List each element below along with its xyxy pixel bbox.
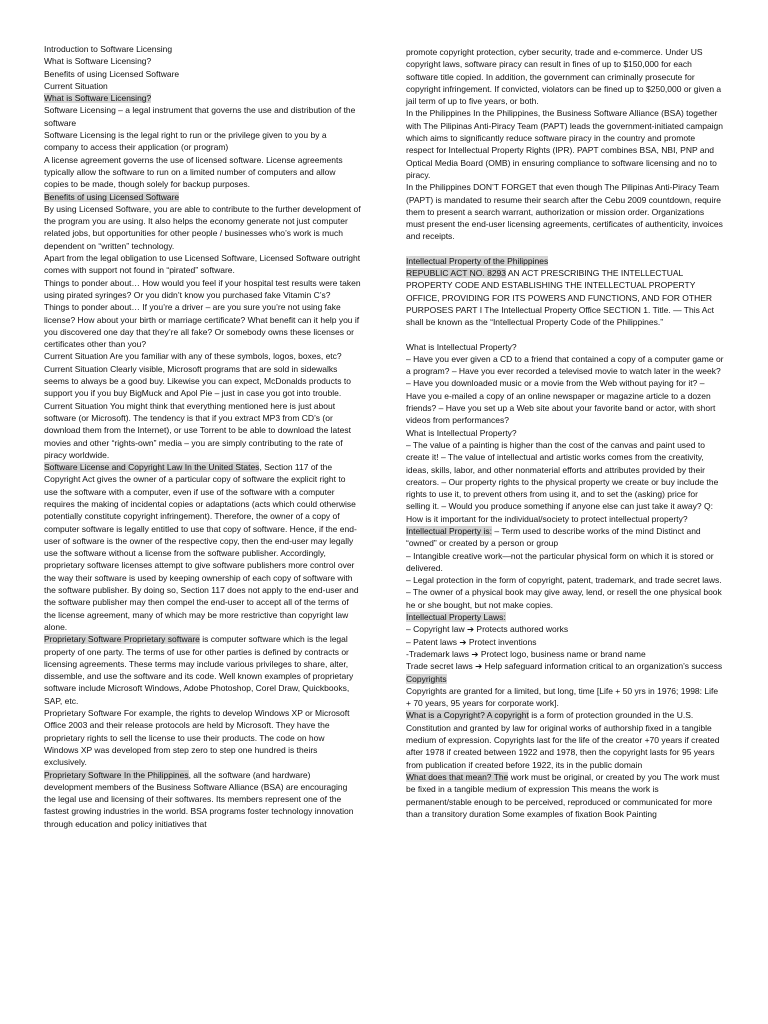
body-text: Current Situation Clearly visible, Microsoft programs that are sold in sidewalks seems to always be a good buy. Likewise you can expect, McDonalds products to support you if you buy BigMuck and Apol Pie – just in case you got into trouble. <box>44 363 351 399</box>
body-text: A license agreement governs the use of licensed software. License agreements typically allow the software to run on a limited number of computers and allow copies to be made, though solely for backup purposes. <box>44 154 343 190</box>
highlighted-heading: Intellectual Property of the Philippines <box>406 255 549 266</box>
body-text: – Patent laws ➔ Protect inventions <box>406 636 537 647</box>
body-text: , all the software (and hardware) development members of the Business Software Alliance (BSA) are encouraging the legal use and licensing of their softwares. Its members represent one of the fastest growing industries in the world. BSA programs foster technology innovation through education and policy initiatives that <box>44 769 354 829</box>
paragraph <box>406 648 724 660</box>
body-text: – Have you ever given a CD to a friend that contained a copy of a computer game or a program? – Have you ever recorded a televised movie to watch later in the week? – Have you downloaded music or a movie from the Web without paying for it? – Have you e-mailed a copy of an online newspaper or magazine article to a dozen friends? – Have you set up a Web site about your favorite band or actor, with short videos from performances? <box>406 353 724 426</box>
body-text: Current Situation You might think that everything mentioned here is just about software (or Microsoft). The tendency is that if you extract MP3 from CD’s (or download them from the Internet), or use Torrent to be able to download the latest movies and other “rights-own” media – you are simply contributing to the rate of piracy worldwide. <box>44 400 351 460</box>
body-text: Introduction to Software Licensing <box>44 44 173 54</box>
body-text: Software Licensing is the legal right to run or the privilege given to you by a company to access their application (or program) <box>44 130 327 153</box>
paragraph <box>44 80 361 92</box>
body-text: By using Licensed Software, you are able to contribute to the further development of the program you are using. It also helps the economy generate not just computer related jobs, but opportunities for other people / businesses who’s work is much dependent on “written” technology. <box>44 203 361 251</box>
paragraph <box>44 769 361 830</box>
body-text: – Intangible creative work—not the particular physical form on which it is stored or delivered. <box>406 550 714 573</box>
body-text: – Legal protection in the form of copyright, patent, trademark, and trade secret laws. <box>406 575 722 586</box>
paragraph <box>406 427 724 439</box>
paragraph <box>406 46 724 107</box>
paragraph-gap <box>406 243 724 255</box>
paragraph <box>44 633 361 707</box>
paragraph <box>44 277 361 302</box>
highlighted-heading: Proprietary Software In the Philippines <box>44 769 189 780</box>
paragraph <box>406 660 724 672</box>
body-text: AN ACT PRESCRIBING THE INTELLECTUAL PROPERTY CODE AND ESTABLISHING THE INTELLECTUAL PROPERTY OFFICE, PROVIDING FOR ITS POWERS AND FUNCTIONS, AND FOR OTHER PURPOSES PART I The Intellectual Property Office SECTION 1. Title. — This Act shall be known as the “Intellectual Property Code of the Philippines.” <box>406 268 715 328</box>
paragraph <box>406 353 724 427</box>
paragraph <box>44 154 361 191</box>
paragraph <box>44 68 361 80</box>
highlighted-heading: REPUBLIC ACT NO. 8293 <box>406 268 506 279</box>
body-text: Apart from the legal obligation to use Licensed Software, Licensed Software outright comes with support not found in “pirated” software. <box>44 253 361 276</box>
paragraph <box>44 191 361 203</box>
body-text: In the Philippines In the Philippines, the Business Software Alliance (BSA) together with The Pilipinas Anti-Piracy Team (PAPT) leads the government-initiated campaign which aims to significantly reduce software piracy in the country and promote respect for Intellectual Property Rights (IPR). PAPT combines BSA, NBI, PNP and Optical Media Board (OMB) in ensuring compliance to software licensing and no to piracy. <box>406 108 724 180</box>
highlighted-heading: What does that mean? The <box>406 771 509 782</box>
body-text: Proprietary Software For example, the rights to develop Windows XP or Microsoft Office 2003 and their release protocols are held by Microsoft. They have the proprietary rights to sell the license to use their products. The code on how Windows XP was developed from step zero to step one hundred is theirs exclusively. <box>44 708 350 768</box>
paragraph <box>406 636 724 648</box>
paragraph <box>406 673 724 685</box>
highlighted-heading: What is a Copyright? A copyright <box>406 710 529 721</box>
paragraph <box>44 92 361 104</box>
paragraph <box>44 363 361 400</box>
paragraph <box>406 181 724 242</box>
body-text: promote copyright protection, cyber security, trade and e-commerce. Under US copyright laws, software piracy can result in fines of up to $150,000 for each software title copied. In addition, the government can criminally prosecute for copyright infringement. If convicted, violators can be fined up to $250,000 or given a jail term of up to five years, or both. <box>406 47 722 107</box>
paragraph <box>406 107 724 181</box>
body-text: , Section 117 of the Copyright Act gives the owner of a particular copy of software the explicit right to use the software with a computer, even if use of the software with a computer requires the making of incidental copies or adaptations (acts which could otherwise potentially constitute copyright infringement). Therefore, the owner of a copy of computer software is legally entitled to use that copy of software. Hence, if the end-user of software is the owner of the respective copy, then the end-user may legally use the software without a license from the software publisher. Accordingly, proprietary software licenses attempt to give software publishers more control over the way their software is used by keeping ownership of each copy of software with the software publisher. By doing so, Section 117 does not apply to the end-user and the software publisher may then compel the end-user to accept all of the terms of the license agreement, many of which may be more restrictive than copyright law alone. <box>44 462 359 632</box>
body-text: Current Situation <box>44 80 108 91</box>
paragraph <box>44 55 361 67</box>
paragraph <box>406 586 724 611</box>
paragraph <box>44 43 361 55</box>
paragraph <box>406 550 724 575</box>
highlighted-heading: Intellectual Property Laws: <box>406 612 506 623</box>
paragraph <box>44 707 361 768</box>
body-text: is computer software which is the legal property of one party. The terms of use for other parties is defined by contracts or licensing agreements. These terms may include various privileges to share, alter, dissemble, and use the software and its code. Well known examples of proprietary software include Microsoft Windows, Adobe Photoshop, Corel Draw, Quickbooks, SAP, etc. <box>44 634 354 706</box>
body-text: What is Software Licensing? <box>44 56 152 67</box>
paragraph <box>44 129 361 154</box>
body-text: – Copyright law ➔ Protects authored works <box>406 624 569 635</box>
paragraph <box>44 104 361 129</box>
paragraph <box>44 252 361 277</box>
body-text: Copyrights are granted for a limited, but long, time [Life + 50 yrs in 1976; 1998: Life + 70 years, 95 years for corporate work]. <box>406 685 719 709</box>
body-text: Things to ponder about… How would you feel if your hospital test results were taken using pirated syringes? Or you didn’t know you purchased fake Vitamin C’s? <box>44 277 361 300</box>
paragraph <box>406 341 724 353</box>
body-text: Current Situation Are you familiar with any of these symbols, logos, boxes, etc? <box>44 351 342 362</box>
body-text: Trade secret laws ➔ Help safeguard information critical to an organization’s success <box>406 661 723 672</box>
paragraph <box>44 301 361 350</box>
highlighted-heading: Copyrights <box>406 673 447 684</box>
paragraph <box>406 525 724 550</box>
body-text: Things to ponder about… If you’re a driver – are you sure you’re not using fake license? How about your birth or marriage certificate? What benefit can it help you if you discovered one day that they’re all fake? Or somebody owns these licenses or certificates other than you? <box>44 302 360 350</box>
body-text: work must be original, or created by you The work must be fixed in a tangible medium of expression This means the work is permanent/stable enough to be perceived, reproduced or communicated for more than a transitory duration Some examples of fixation Book Painting <box>406 771 720 819</box>
body-text: – The owner of a physical book may give away, lend, or resell the one physical book he or she bought, but not make copies. <box>406 587 722 610</box>
paragraph <box>406 267 724 328</box>
paragraph <box>406 709 724 770</box>
paragraph <box>44 461 361 633</box>
body-text: is a form of protection grounded in the U.S. Constitution and granted by law for original works of authorship fixed in a tangible medium of expression. Copyrights last for the life of the creator +70 years if created after 1978 if created between 1922 and 1978, then the copyright lasts for 95 years from publication if created before 1922, its in the public domain <box>406 710 720 770</box>
paragraph <box>406 439 724 525</box>
body-text: Benefits of using Licensed Software <box>44 68 180 79</box>
body-text: What is Intellectual Property? <box>406 341 517 352</box>
body-text: Software Licensing – a legal instrument that governs the use and distribution of the software <box>44 105 356 128</box>
paragraph <box>44 350 361 362</box>
highlighted-heading: Proprietary Software Proprietary software <box>44 634 200 645</box>
body-text: – Term used to describe works of the mind Distinct and “owned” or created by a person or group <box>406 525 701 549</box>
paragraph <box>406 574 724 586</box>
body-text: What is Intellectual Property? <box>406 427 517 438</box>
paragraph-gap <box>406 329 724 341</box>
paragraph <box>406 611 724 623</box>
highlighted-heading: Software License and Copyright Law In the United States <box>44 462 260 473</box>
body-text: -Trademark laws ➔ Protect logo, business name or brand name <box>406 648 646 659</box>
paragraph <box>406 255 724 267</box>
body-text: – The value of a painting is higher than the cost of the canvas and paint used to create it! – The value of intellectual and artistic works comes from the creativity, ideas, skills, labor, and other nonmaterial efforts and attributes provided by their creators. – Our property rights to the physical property we create or buy include the rights to use it, to prevent others from using it, and to set the (asking) price for selling it. – Would you produce something if anyone else can just take it away? Q: How is it important for the individual/society to protect intellectual property? <box>406 439 719 524</box>
paragraph <box>406 771 724 820</box>
paragraph <box>44 203 361 252</box>
highlighted-heading: Intellectual Property is: <box>406 525 492 536</box>
paragraph <box>406 623 724 635</box>
highlighted-heading: What is Software Licensing? <box>44 93 152 104</box>
body-text: In the Philippines DON’T FORGET that even though The Pilipinas Anti-Piracy Team (PAPT) is mandated to resume their search after the Cebu 2009 countdown, require them to present a search warrant, authorization or mission order. Organizations must present the end-user licensing agreements, certificates of authenticity, invoices and receipts. <box>406 182 723 242</box>
highlighted-heading: Benefits of using Licensed Software <box>44 191 180 202</box>
paragraph <box>44 400 361 461</box>
left-column <box>44 43 361 830</box>
right-column <box>406 46 724 820</box>
paragraph <box>406 685 724 710</box>
